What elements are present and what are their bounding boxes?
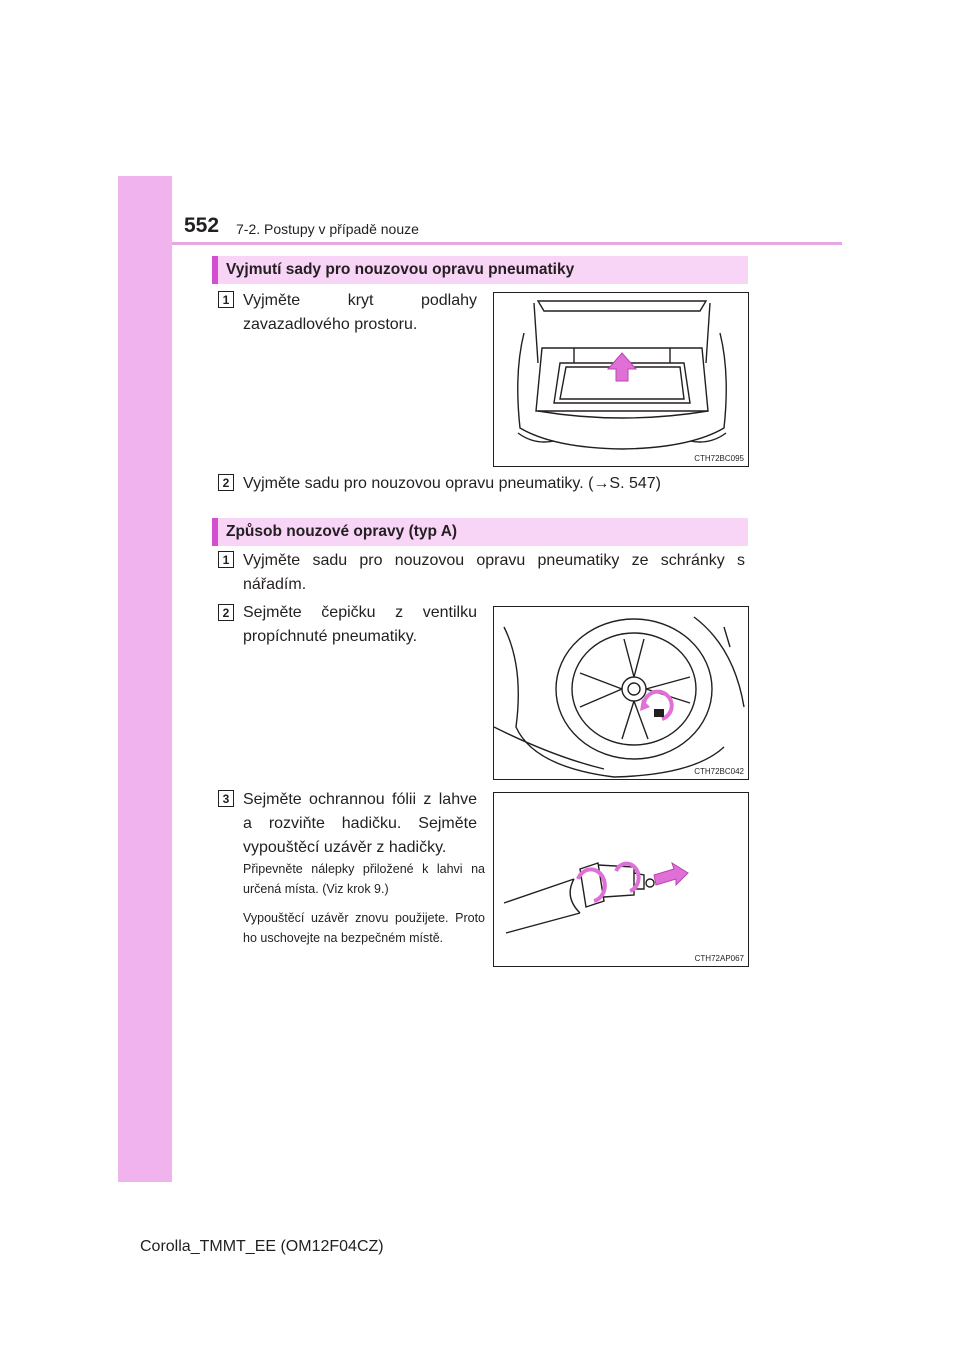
document-footer: Corolla_TMMT_EE (OM12F04CZ) [140, 1238, 384, 1255]
twist-arrow-icon [616, 864, 639, 891]
bottle-hose-illustration [493, 792, 749, 967]
step-number-badge: 3 [218, 790, 234, 807]
step-text: Sejměte čepičku z ventilku propíchnuté pneumatiky. [243, 604, 477, 645]
step-text: Vyjměte sadu pro nouzovou opravu pneumatiky ze schránky s nářadím. [243, 552, 745, 593]
note-text: Vypouštěcí uzávěr znovu použijete. Proto ho uschovejte na bezpečném místě. [243, 911, 485, 945]
hose-drawing [494, 793, 749, 967]
step-number-badge: 1 [218, 551, 234, 568]
figure-code: CTH72AP067 [694, 954, 744, 963]
step-text: Vyjměte sadu pro nouzovou opravu pneumatiky. (→S. 547) [243, 475, 661, 492]
up-arrow-icon [608, 353, 636, 381]
pull-arrow-icon [654, 863, 688, 885]
wheel-valve-illustration [493, 606, 749, 780]
figure-code: CTH72BC095 [694, 454, 744, 463]
open-trunk-drawing [494, 293, 749, 467]
step-number-badge: 2 [218, 474, 234, 491]
section-title: 7-2. Postupy v případě nouze [236, 221, 419, 237]
figure-code: CTH72BC042 [694, 767, 744, 776]
valve-cap-icon [654, 709, 664, 717]
step-text: Vyjměte kryt podlahy zavazadlového prostoru. [243, 292, 477, 333]
note-text: Připevněte nálepky přiložené k lahvi na určená místa. (Viz krok 9.) [243, 862, 485, 896]
step-text: Sejměte ochrannou fólii z lahve a rozviňte hadičku. Sejměte vypouštěcí uzávěr z hadičky. [243, 791, 477, 856]
trunk-floor-illustration [493, 292, 749, 467]
heading-repair-method-type-a: Způsob nouzové opravy (typ A) [212, 518, 748, 546]
header-rule [172, 242, 842, 245]
step-number-badge: 2 [218, 604, 234, 621]
wheel-drawing [494, 607, 749, 780]
heading-remove-repair-kit: Vyjmutí sady pro nouzovou opravu pneumatiky [212, 256, 748, 284]
step-number-badge: 1 [218, 291, 234, 308]
page-number: 552 [184, 214, 220, 237]
chapter-sidebar-tab [118, 176, 172, 1182]
